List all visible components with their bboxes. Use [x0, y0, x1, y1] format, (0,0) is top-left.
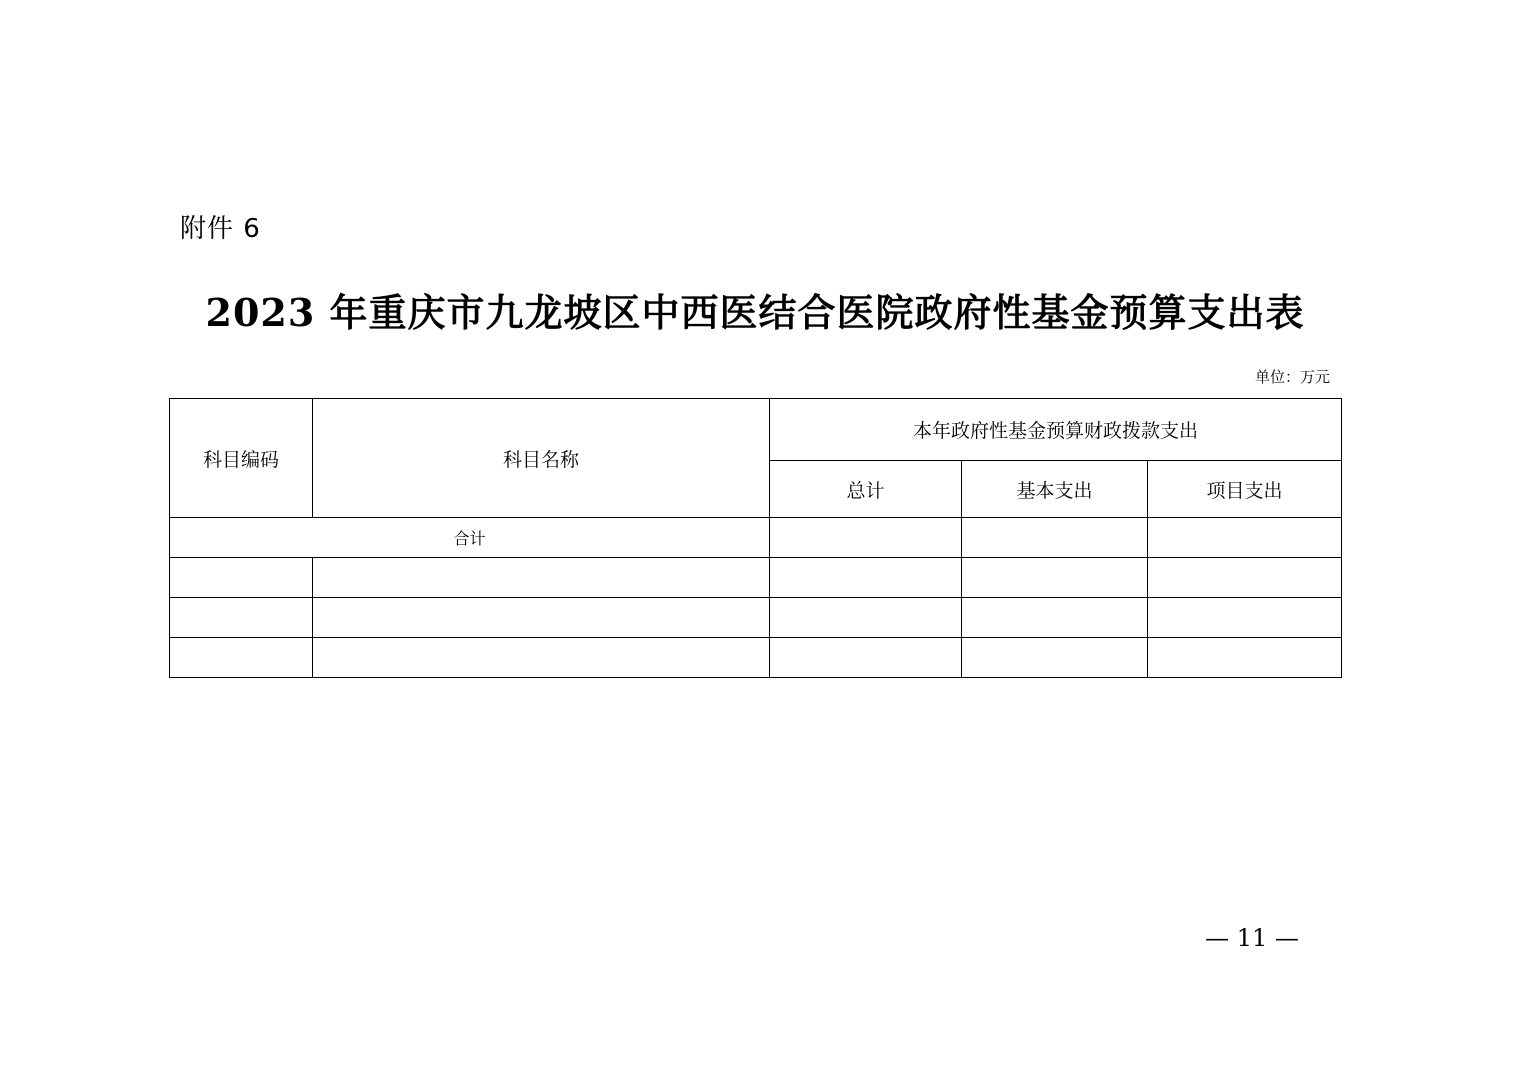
name-cell	[313, 598, 770, 638]
total-label: 合计	[170, 518, 770, 558]
page-number: — 11 —	[1205, 924, 1299, 952]
header-group: 本年政府性基金预算财政拨款支出	[770, 399, 1342, 461]
budget-table	[169, 398, 1342, 678]
total-cell	[770, 598, 962, 638]
header-total: 总计	[770, 461, 962, 518]
total-cell	[770, 518, 962, 558]
attachment-label: 附件 6	[180, 214, 261, 244]
project-cell	[1148, 598, 1342, 638]
project-cell	[1148, 558, 1342, 598]
code-cell	[170, 558, 313, 598]
total-basic-cell	[962, 518, 1148, 558]
table-row	[170, 598, 1342, 638]
name-cell	[313, 558, 770, 598]
total-cell	[770, 558, 962, 598]
total-cell	[770, 638, 962, 678]
basic-cell	[962, 598, 1148, 638]
project-cell	[1148, 638, 1342, 678]
page-title: 2023 年重庆市九龙坡区中西医结合医院政府性基金预算支出表	[205, 290, 1305, 335]
unit-label: 单位：万元	[1254, 368, 1330, 386]
header-project: 项目支出	[1148, 461, 1342, 518]
basic-cell	[962, 638, 1148, 678]
header-row	[170, 399, 1342, 461]
code-cell	[170, 638, 313, 678]
code-cell	[170, 598, 313, 638]
basic-cell	[962, 558, 1148, 598]
header-code: 科目编码	[170, 399, 313, 518]
total-row	[170, 518, 1342, 558]
header-name: 科目名称	[313, 399, 770, 518]
total-project-cell	[1148, 518, 1342, 558]
table-row	[170, 558, 1342, 598]
header-basic: 基本支出	[962, 461, 1148, 518]
table-row	[170, 638, 1342, 678]
name-cell	[313, 638, 770, 678]
